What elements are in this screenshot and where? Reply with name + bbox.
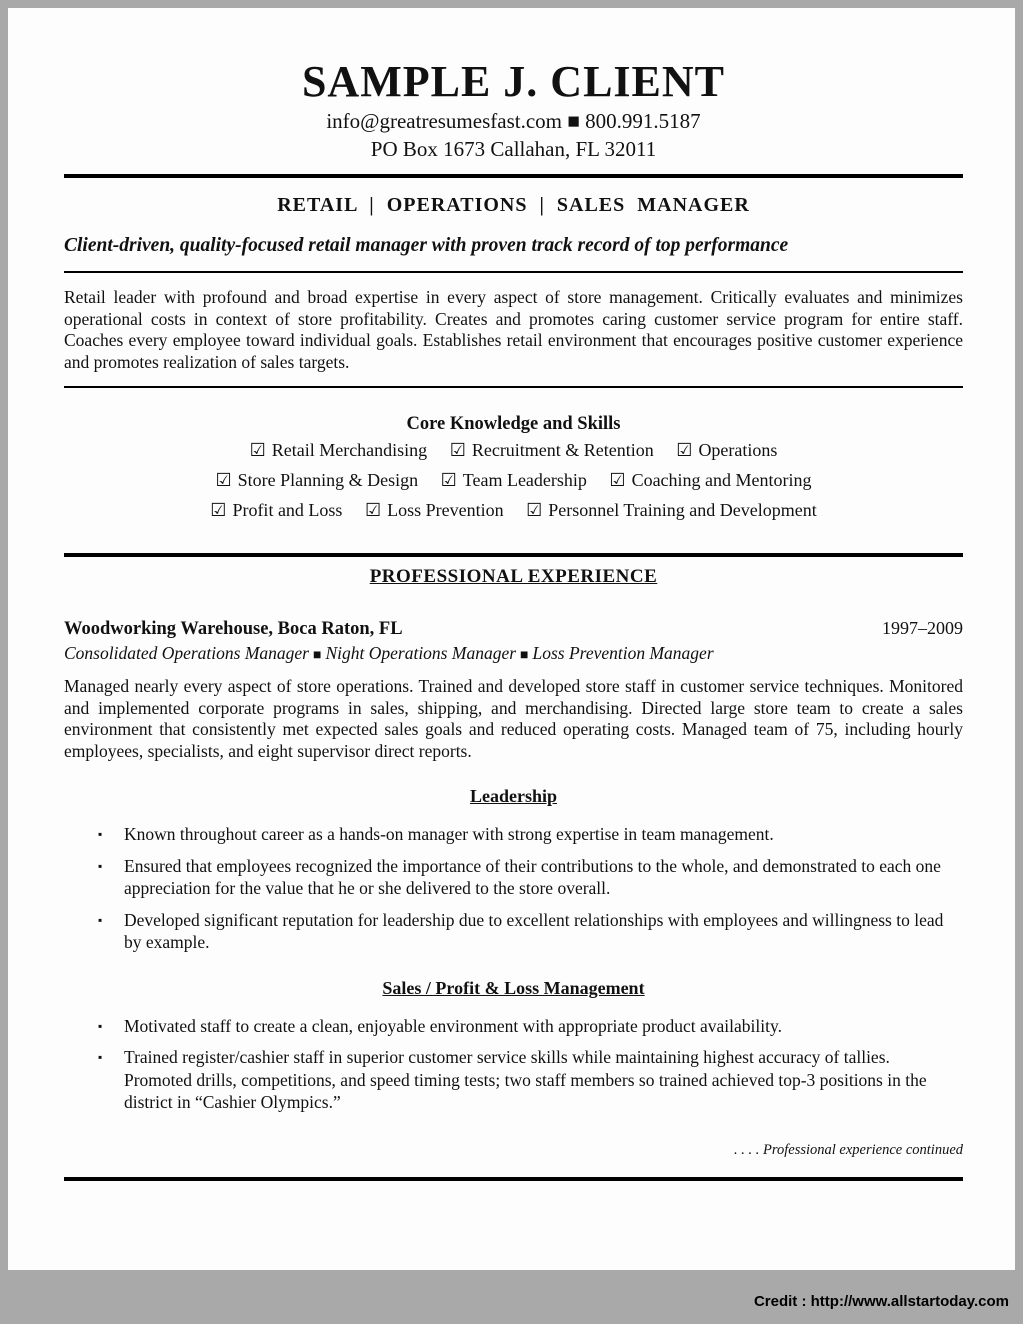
experience-heading: PROFESSIONAL EXPERIENCE bbox=[369, 566, 658, 587]
skills-row bbox=[64, 495, 963, 525]
skill-label: Coaching and Mentoring bbox=[631, 470, 812, 490]
checkbox-checked-icon: ☑ bbox=[526, 500, 543, 520]
skill-label: Recruitment & Retention bbox=[471, 440, 654, 460]
checkbox-checked-icon: ☑ bbox=[609, 470, 626, 490]
skill-item bbox=[441, 470, 587, 490]
skill-item bbox=[215, 470, 418, 490]
employment-dates: 1997–2009 bbox=[882, 618, 963, 638]
credit-text: Credit : http://www.allstartoday.com bbox=[753, 1293, 1009, 1310]
checkbox-checked-icon: ☑ bbox=[210, 500, 227, 520]
skill-label: Loss Prevention bbox=[387, 500, 504, 520]
checkbox-checked-icon: ☑ bbox=[249, 440, 266, 460]
skill-item bbox=[365, 500, 504, 520]
skill-label: Store Planning & Design bbox=[237, 470, 419, 490]
bullet-icon: ▪ bbox=[98, 858, 103, 873]
job-titles-line bbox=[64, 643, 963, 664]
tagline-divider bbox=[64, 271, 963, 273]
bullet-text: Motivated staff to create a clean, enjoyable environment with appropriate product availability. bbox=[124, 1015, 782, 1036]
bullet-icon: ▪ bbox=[98, 1050, 103, 1064]
skill-label: Profit and Loss bbox=[232, 500, 343, 520]
skill-label: Personnel Training and Development bbox=[548, 500, 817, 520]
contact-line: info@greatresumesfast.com ■ 800.991.5187 bbox=[326, 109, 701, 133]
bullet-icon: ▪ bbox=[98, 912, 103, 927]
bullet-text: Developed significant reputation for leadership due to excellent relationships with employees and willingness to lead by example. bbox=[124, 909, 944, 952]
role-title-line: RETAIL | OPERATIONS | SALES MANAGER bbox=[277, 194, 750, 216]
subsection-heading-leadership: Leadership bbox=[469, 786, 557, 806]
list-item bbox=[64, 855, 963, 900]
list-item bbox=[64, 909, 963, 954]
skills-row bbox=[64, 465, 963, 495]
bullet-text: Trained register/cashier staff in superior customer service skills while maintaining highest accuracy of tallies. Promoted drills, competitions, and speed timing tests; two staff members so trained achieved top-3 positions in the district in “Cashier Olympics.” bbox=[124, 1047, 927, 1112]
address-line: PO Box 1673 Callahan, FL 32011 bbox=[370, 137, 657, 161]
candidate-name: SAMPLE J. CLIENT bbox=[301, 57, 726, 106]
summary-divider bbox=[64, 386, 963, 388]
continued-note: . . . . Professional experience continued bbox=[734, 1141, 963, 1158]
subsection-heading-sales: Sales / Profit & Loss Management bbox=[382, 977, 645, 998]
checkbox-checked-icon: ☑ bbox=[440, 470, 457, 490]
square-separator-icon: ■ bbox=[313, 648, 322, 663]
page-bottom-divider bbox=[64, 1177, 963, 1181]
job-title: Loss Prevention Manager bbox=[532, 643, 714, 663]
skill-item bbox=[609, 470, 811, 490]
experience-divider bbox=[64, 553, 963, 557]
checkbox-checked-icon: ☑ bbox=[215, 470, 232, 490]
bullet-icon: ▪ bbox=[98, 827, 103, 841]
bullet-text: Ensured that employees recognized the importance of their contributions to the whole, and demonstrated to each one appreciation for the value that he or she delivered to the store overall. bbox=[124, 855, 941, 898]
bullet-text: Known throughout career as a hands-on manager with strong expertise in team management. bbox=[124, 824, 774, 844]
resume-page bbox=[8, 8, 1015, 1270]
leadership-bullets bbox=[64, 823, 963, 954]
checkbox-checked-icon: ☑ bbox=[676, 440, 693, 460]
branding-tagline: Client-driven, quality-focused retail manager with proven track record of top performance bbox=[64, 235, 789, 256]
skill-label: Retail Merchandising bbox=[271, 440, 428, 460]
skills-heading: Core Knowledge and Skills bbox=[406, 414, 621, 434]
square-separator-icon: ■ bbox=[520, 648, 529, 663]
skill-item bbox=[676, 440, 777, 460]
job-title: Night Operations Manager bbox=[325, 643, 517, 663]
list-item bbox=[64, 1015, 963, 1038]
header-divider bbox=[64, 174, 963, 178]
job-title: Consolidated Operations Manager bbox=[64, 643, 309, 663]
list-item bbox=[64, 1046, 963, 1114]
skill-label: Operations bbox=[698, 440, 778, 460]
skill-item bbox=[526, 500, 817, 520]
skill-item bbox=[250, 440, 428, 460]
bullet-icon: ▪ bbox=[98, 1018, 103, 1033]
checkbox-checked-icon: ☑ bbox=[364, 500, 382, 520]
summary-paragraph: Retail leader with profound and broad expertise in every aspect of store management. Critically evaluates and minimizes operational costs in context of store profitability. Creates and promotes caring customer service program for entire staff. Coaches every employee toward individual goals. Establishes retail environment that encourages positive customer experience and promotes realization of sales targets. bbox=[64, 287, 963, 372]
experience-overview: Managed nearly every aspect of store operations. Trained and developed store staff in customer service techniques. Monitored and implemented corporate programs in sales, shipping, and merchandising. Directed large store team to create a sales environment that consistently met expected sales goals and reduced operating costs. Managed team of 75, including hourly employees, specialists, and eight supervisor direct reports. bbox=[64, 676, 963, 761]
checkbox-checked-icon: ☑ bbox=[449, 440, 466, 460]
sales-bullets bbox=[64, 1015, 963, 1114]
list-item bbox=[64, 823, 963, 846]
skill-item bbox=[210, 500, 342, 520]
skills-row bbox=[64, 435, 963, 465]
employer-name: Woodworking Warehouse, Boca Raton, FL bbox=[64, 619, 403, 639]
skill-item bbox=[450, 440, 654, 460]
employer-row bbox=[64, 618, 963, 640]
skill-label: Team Leadership bbox=[462, 470, 587, 490]
